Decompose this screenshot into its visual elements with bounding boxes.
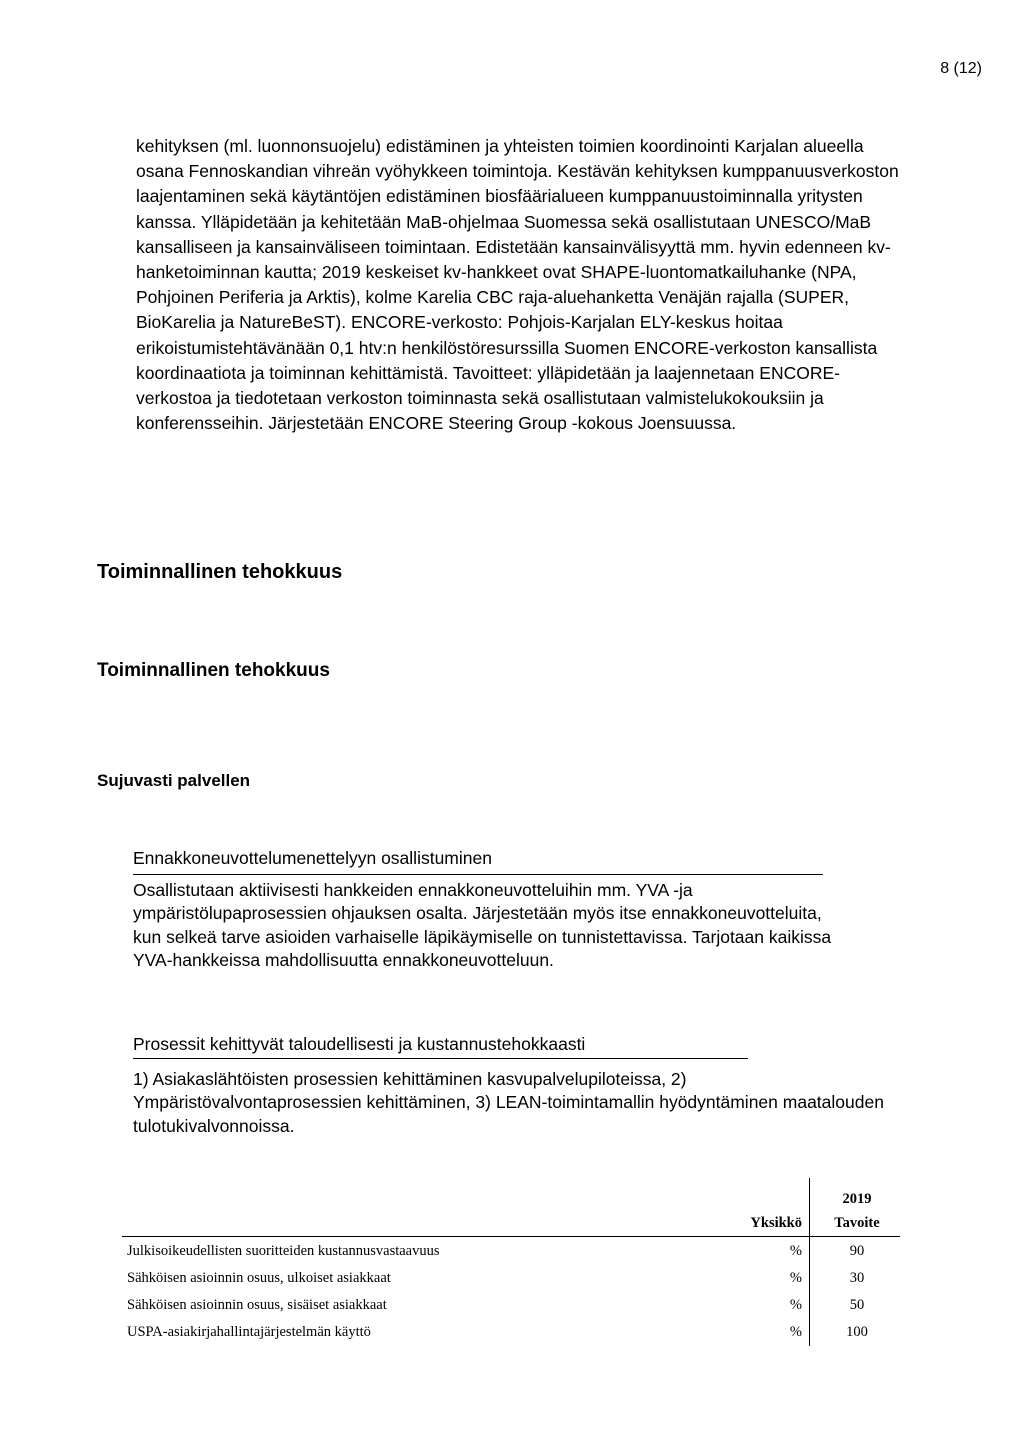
table-row (122, 1292, 900, 1319)
subsection-title-ennakkoneuvottelu: Ennakkoneuvottelumenettelyyn osallistuminen (133, 848, 492, 868)
section-heading-sujuvasti: Sujuvasti palvellen (97, 771, 251, 790)
table-row (122, 1265, 900, 1292)
table-header-rule (122, 1236, 900, 1237)
table-row (122, 1319, 900, 1346)
row-label: Sähköisen asioinnin osuus, sisäiset asiakkaat (127, 1297, 387, 1313)
row-unit: % (789, 1243, 802, 1259)
row-target: 30 (849, 1270, 865, 1286)
row-label: USPA-asiakirjahallintajärjestelmän käyttö (127, 1324, 371, 1340)
row-target: 50 (849, 1297, 865, 1313)
row-unit: % (789, 1270, 802, 1286)
row-target: 90 (849, 1243, 865, 1259)
section-heading-main: Toiminnallinen tehokkuus (97, 561, 343, 583)
section-heading-sub: Toiminnallinen tehokkuus (97, 660, 330, 681)
row-target: 100 (846, 1324, 868, 1340)
row-label: Julkisoikeudellisten suoritteiden kustannusvastaavuus (127, 1243, 440, 1259)
kpi-table-header (122, 1178, 900, 1236)
page-number: 8 (12) (940, 60, 982, 77)
row-label: Sähköisen asioinnin osuus, ulkoiset asiakkaat (127, 1270, 391, 1286)
subsection-divider (133, 1058, 748, 1059)
subsection-title-prosessit: Prosessit kehittyvät taloudellisesti ja kustannustehokkaasti (133, 1034, 586, 1054)
row-unit: % (789, 1297, 802, 1313)
year-column-header: 2019 (842, 1191, 872, 1207)
row-unit: % (789, 1324, 802, 1340)
unit-column-header: Yksikkö (750, 1215, 802, 1231)
subsection-divider (133, 874, 823, 875)
subsection-body-prosessit: 1) Asiakaslähtöisten prosessien kehittäminen kasvupalvelupiloteissa, 2) Ympäristövalvontaprosessien kehittäminen, 3) LEAN-toimintamallin hyödyntäminen maatalouden tulotukivalvonnoissa. (133, 1069, 884, 1136)
kpi-table (122, 1178, 900, 1340)
intro-paragraph: kehityksen (ml. luonnonsuojelu) edistäminen ja yhteisten toimien koordinointi Karjalan alueella osana Fennoskandian vihreän vyöhykkeen toimintoja. Kestävän kehityksen kumppanuusverkoston laajentaminen sekä käytäntöjen edistäminen biosfäärialueen kumppanuustoiminnalla yritysten kanssa. Ylläpidetään ja kehitetään MaB-ohjelmaa Suomessa sekä osallistutaan UNESCO/MaB kansalliseen ja kansainväliseen toimintaan. Edistetään kansainvälisyyttä mm. hyvin edenneen kv-hanketoiminnan kautta; 2019 keskeiset kv-hankkeet ovat SHAPE-luontomatkailuhanke (NPA, Pohjoinen Periferia ja Arktis), kolme Karelia CBC raja-aluehanketta Venäjän rajalla (SUPER, BioKarelia ja NatureBeST). ENCORE-verkosto: Pohjois-Karjalan ELY-keskus hoitaa erikoistumistehtävänään 0,1 htv:n henkilöstöresurssilla Suomen ENCORE-verkoston kansallista koordinaatiota ja toiminnan kehittämistä. Tavoitteet: ylläpidetään ja laajennetaan ENCORE-verkostoa ja tiedotetaan verkoston toiminnasta sekä osallistutaan valmistelukokouksiin ja konferensseihin. Järjestetään ENCORE Steering Group -kokous Joensuussa. (136, 136, 899, 434)
target-column-header: Tavoite (834, 1215, 880, 1231)
subsection-body-ennakkoneuvottelu: Osallistutaan aktiivisesti hankkeiden ennakkoneuvotteluihin mm. YVA -ja ympäristölupaprosessien ohjauksen osalta. Järjestetään myös itse ennakkoneuvotteluita, kun selkeä tarve asioiden varhaiselle läpikäymiselle on tunnistettavissa. Tarjotaan kaikissa YVA-hankkeissa mahdollisuutta ennakkoneuvotteluun. (133, 880, 832, 970)
table-row (122, 1238, 900, 1265)
